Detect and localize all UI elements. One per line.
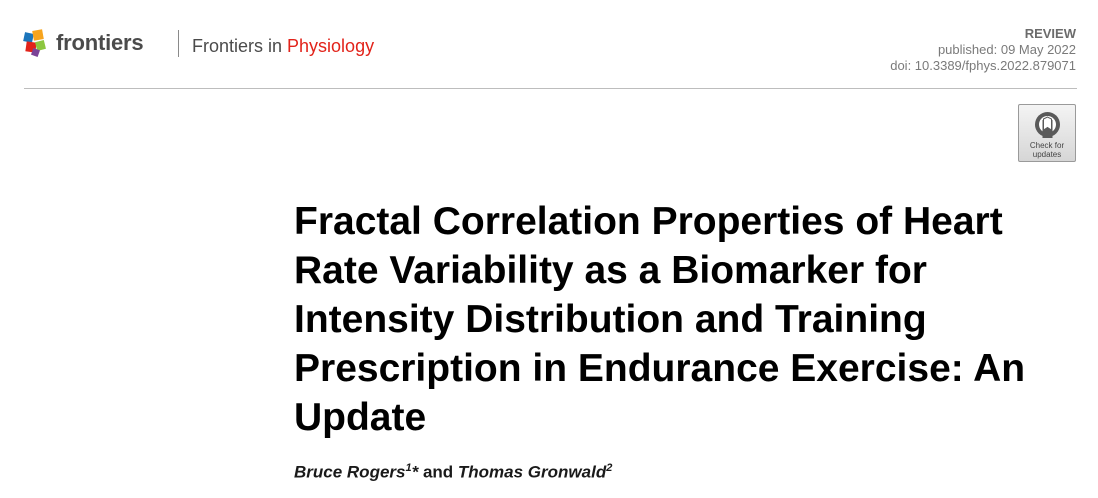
author-name[interactable]: Bruce Rogers (294, 462, 406, 482)
article-meta (890, 26, 1076, 74)
article-type: REVIEW (1024, 26, 1076, 41)
doi-link[interactable]: doi: 10.3389/fphys.2022.879071 (890, 58, 1076, 73)
logo-wordmark: frontiers (56, 30, 144, 55)
header-rule (24, 88, 1077, 89)
frontiers-logo-icon (24, 30, 50, 56)
crossmark-icon (1034, 111, 1061, 138)
journal-name[interactable] (192, 36, 374, 57)
article-title: Fractal Correlation Properties of Heart Rate Variability as a Biomarker for Intensity Distribution and Training Prescription in Endurance Exercise: An Update (294, 200, 1026, 439)
frontiers-logo[interactable] (24, 30, 143, 56)
author-affiliation: 1 (405, 462, 412, 474)
journal-field: Physiology (287, 36, 375, 56)
journal-prefix: Frontiers in (192, 36, 288, 56)
header-separator (178, 30, 179, 57)
check-label-line1: Check for (1029, 141, 1065, 150)
check-label-line2: updates (1032, 150, 1062, 159)
corresponding-mark: * (411, 462, 419, 482)
author-conjunction: and (418, 462, 458, 482)
publish-date: published: 09 May 2022 (937, 42, 1076, 57)
author-name[interactable]: Thomas Gronwald (457, 462, 607, 482)
check-for-updates-button[interactable] (1018, 104, 1076, 162)
author-affiliation: 2 (606, 462, 613, 474)
author-list (294, 462, 612, 483)
check-for-updates-label (1019, 141, 1075, 159)
